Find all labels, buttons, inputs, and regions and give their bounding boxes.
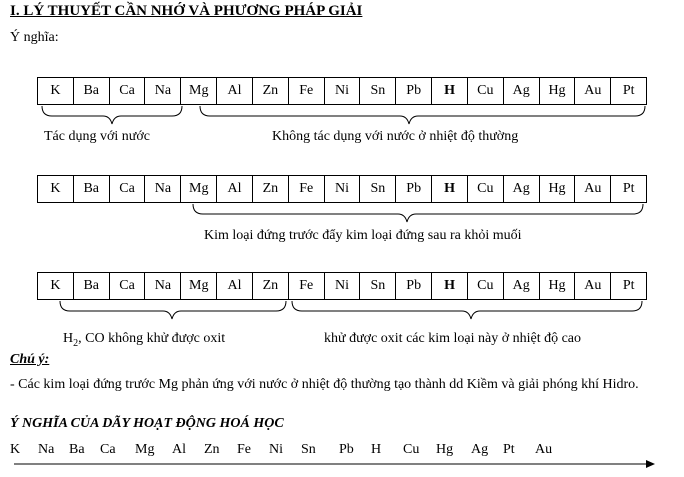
cell: Au [575,273,611,299]
sequence-item: Mg [135,442,155,457]
cell: Ba [74,273,110,299]
cell: Ca [110,78,146,104]
cell: Cu [468,78,504,104]
arrow-head [646,460,655,468]
cell: Cu [468,273,504,299]
cell: Ca [110,273,146,299]
brace-row2 [193,204,643,222]
row3-label-left-suffix: , CO không khử được oxit [78,331,226,346]
cell: Au [575,176,611,202]
brace-row1-left [42,106,182,124]
cell: Pb [396,78,432,104]
cell: Ba [74,78,110,104]
row3-label-left-subscript: 2 [73,337,79,349]
activity-series-row-2 [37,175,647,203]
cell: Na [145,176,181,202]
activity-sequence [10,442,565,458]
sequence-item: Au [535,442,553,457]
cell: Pt [622,278,635,293]
cell-hydrogen: H [432,273,468,299]
cell: Fe [289,176,325,202]
note-heading: Chú ý: [10,352,50,367]
sequence-item: Ag [471,442,489,457]
cell: Fe [289,273,325,299]
cell: Al [217,176,253,202]
sequence-item: Sn [301,442,316,457]
cell: Pb [396,273,432,299]
activity-series-row-3 [37,272,647,300]
cell: Au [575,78,611,104]
cell: Pt [622,83,635,98]
cell: Pb [396,176,432,202]
activity-series-row-1 [37,77,647,105]
note-body: - Các kim loại đứng trước Mg phản ứng với nước ở nhiệt độ thường tạo thành dd Kiềm và giải phóng khí Hidro. [10,377,639,392]
cell: Al [217,273,253,299]
sequence-item: Ni [269,442,283,457]
sequence-item: Ca [100,442,116,457]
row1-label-left: Tác dụng với nước [44,129,150,144]
cell: Sn [360,78,396,104]
cell: Mg [181,78,217,104]
cell-hydrogen: H [432,78,468,104]
cell: Ag [504,176,540,202]
cell: Fe [289,78,325,104]
cell-hydrogen: H [432,176,468,202]
section-title: I. LÝ THUYẾT CẦN NHỚ VÀ PHƯƠNG PHÁP GIẢI [10,3,363,19]
sequence-item: Pt [503,442,515,457]
cell: Ag [504,78,540,104]
cell: Mg [181,273,217,299]
row1-label-right: Không tác dụng với nước ở nhiệt độ thường [272,129,519,144]
cell: Ni [325,176,361,202]
cell: Sn [360,176,396,202]
row3-label-left [63,331,225,349]
cell: Ba [74,176,110,202]
cell: Ca [110,176,146,202]
cell: Pt [622,181,635,196]
cell: Cu [468,176,504,202]
sequence-item: Cu [403,442,420,457]
brace-row3-left [60,301,286,319]
sequence-item: H [371,442,382,457]
cell: Mg [181,176,217,202]
subtitle: Ý nghĩa: [10,30,59,45]
cell: Zn [253,176,289,202]
cell: Na [145,273,181,299]
brace-row3-right [292,301,642,319]
cell: Ag [504,273,540,299]
cell: Hg [540,176,576,202]
sequence-item: Al [172,442,186,457]
row3-label-right: khử được oxit các kim loại này ở nhiệt độ cao [324,331,582,346]
cell: K [38,78,74,104]
cell: Zn [253,78,289,104]
sequence-item: Zn [204,442,220,457]
cell: Ni [325,78,361,104]
cell: Ni [325,273,361,299]
sequence-item: Pb [339,442,354,457]
cell: Na [145,78,181,104]
sequence-item: Hg [436,442,454,457]
sequence-item: Ba [69,442,85,457]
sequence-item: K [10,442,21,457]
cell: Al [217,78,253,104]
cell: K [38,176,74,202]
sequence-item: Fe [237,442,251,457]
cell: K [38,273,74,299]
cell: Zn [253,273,289,299]
sequence-item: Na [38,442,55,457]
row2-label: Kim loại đứng trước đẩy kim loại đứng sau ra khỏi muối [204,228,522,243]
brace-row1-right [200,106,645,124]
cell: Hg [540,273,576,299]
row3-label-left-prefix: H [63,331,74,346]
meaning-heading: Ý NGHĨA CỦA DÃY HOẠT ĐỘNG HOÁ HỌC [10,416,284,431]
cell: Hg [540,78,576,104]
cell: Sn [360,273,396,299]
